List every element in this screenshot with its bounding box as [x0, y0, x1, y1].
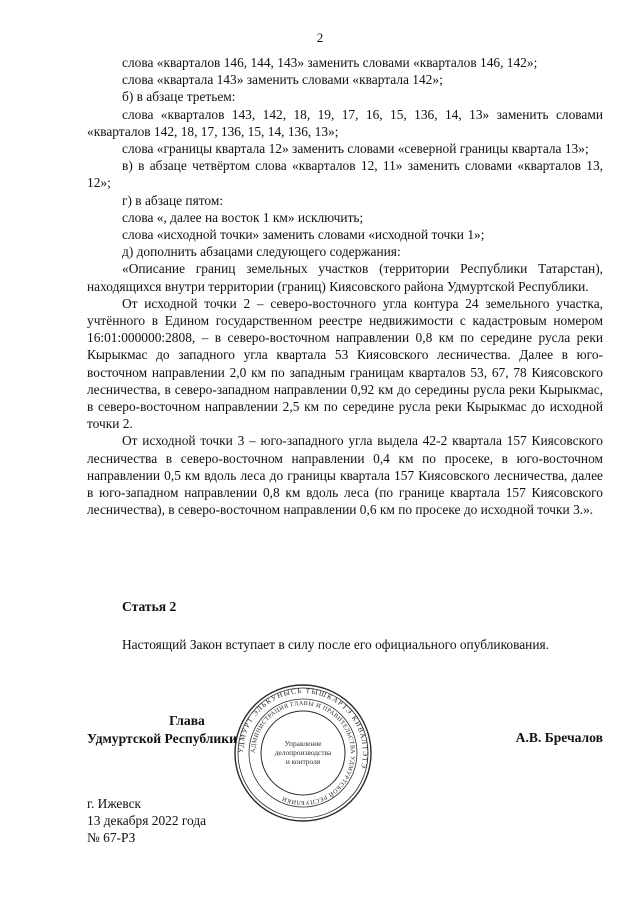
footer-date: 13 декабря 2022 года — [87, 813, 207, 829]
stamp-center-text: Управление делопроизводства и контроля — [274, 739, 332, 766]
footer-city: г. Ижевск — [87, 796, 142, 811]
paragraph: слова «кварталов 143, 142, 18, 19, 17, 16, 15, 136, 14, 13» заменить словами «кварталов 142, 18, 17, 136, 15, 14, 136, 13»; — [87, 106, 603, 139]
final-paragraph: Настоящий Закон вступает в силу после его официального опубликования. — [122, 637, 550, 652]
paragraph: слова «исходной точки» заменить словами «исходной точки 1»; — [122, 227, 485, 243]
paragraph: д) дополнить абзацами следующего содержания: — [122, 244, 401, 260]
article-heading: Статья 2 — [122, 599, 177, 614]
paragraph: слова «, далее на восток 1 км» исключить; — [122, 209, 364, 225]
paragraph: слова «границы квартала 12» заменить словами «северной границы квартала 13»; — [122, 141, 589, 157]
paragraph: слова «кварталов 146, 144, 143» заменить словами «кварталов 146, 142»; — [122, 55, 538, 70]
document-body — [87, 54, 603, 518]
page-number: 2 — [316, 30, 324, 45]
paragraph: От исходной точки 3 – юго-западного угла выдела 42-2 квартала 157 Киясовского лесничества в северо-восточном направлении 0,4 км по просеке, в юго-восточном направлении 0,5 км вдоль леса до границы квартала 157 Киясовского лесничества, далее в юго-западном направлении 0,8 км вдоль леса (по границе квартала 157 Киясовского лесничества), в северо-восточном направлении 0,6 км по просеке до исходной точки 3.». — [87, 433, 603, 518]
paragraph: г) в абзаце пятом: — [122, 192, 224, 208]
signature-title-line1: Глава — [169, 713, 205, 728]
signature-title-line2: Удмуртской Республики — [87, 731, 237, 746]
paragraph: б) в абзаце третьем: — [122, 89, 236, 105]
paragraph: в) в абзаце четвёртом слова «кварталов 12, 11» заменить словами «кварталов 13, 12»; — [87, 158, 603, 191]
signatory-name: А.В. Бречалов — [515, 730, 603, 745]
footer-number: № 67-РЗ — [87, 830, 136, 846]
signature-title — [87, 712, 287, 748]
paragraph: От исходной точки 2 – северо-восточного угла контура 24 земельного участка, учтённого в Едином государственном реестре недвижимости с кадастровым номером 16:01:000000:2808, – в северо-восточном направлении 0,8 км по середине русла реки Кырыкмас до западного угла квартала 53 Киясовского лесничества. Далее в юго-восточном направлении 2,0 км по западным границам кварталов 53, 67, 78 Киясовского лесничества, в северо-западном направлении 0,92 км до середины русла реки Кырыкмас, в северо-восточном направлении 2,5 км по середине русла реки Кырыкмас до исходной точки 2. — [87, 295, 603, 432]
document-footer — [87, 795, 206, 847]
stamp-inner-text: АДМИНИСТРАЦИЯ ГЛАВЫ И ПРАВИТЕЛЬСТВА УДМУРТСКОЙ РЕСПУБЛИКИ — [249, 699, 357, 807]
stamp-outer-text: УДМУРТ ЭЛЬКУНЫСЬ ТЫШКАРТЭ КИВАЛТЭТЭ — [236, 686, 370, 770]
paragraph: «Описание границ земельных участков (территории Республики Татарстан), находящихся внутри территории (границ) Киясовского района Удмуртской Республики. — [87, 261, 603, 294]
paragraph: слова «квартала 143» заменить словами «квартала 142»; — [122, 72, 443, 88]
